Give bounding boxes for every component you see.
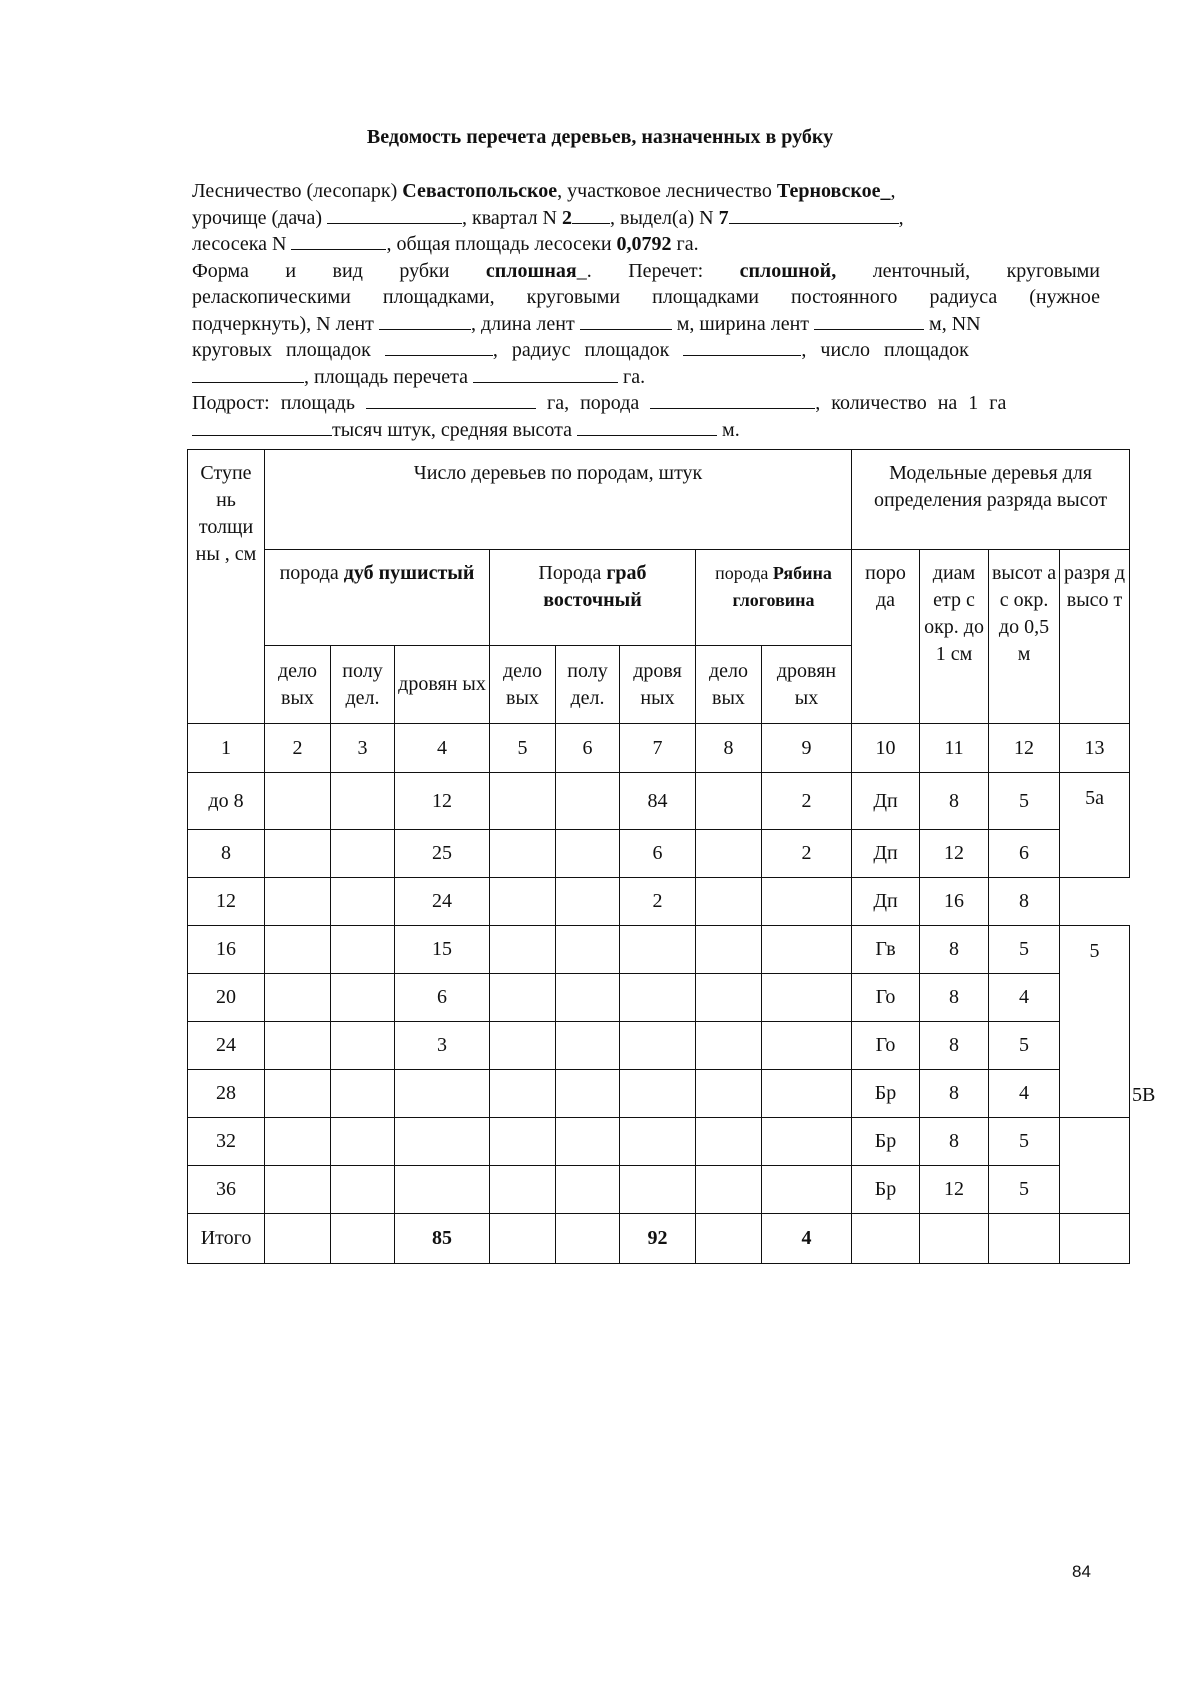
column-number: 5 — [490, 724, 556, 773]
cell-step: 24 — [188, 1022, 265, 1070]
column-number: 3 — [331, 724, 395, 773]
cell-c4 — [395, 1118, 490, 1166]
cell-c6 — [556, 1166, 620, 1214]
cell-c3 — [331, 1022, 395, 1070]
cell-c5 — [490, 1118, 556, 1166]
cell-c5 — [490, 974, 556, 1022]
rowan-business-header: дело вых — [696, 646, 762, 724]
cell-step: до 8 — [188, 773, 265, 830]
header-block — [192, 178, 1100, 443]
column-number: 11 — [920, 724, 989, 773]
header-line-5: реласкопическими площадками, круговыми площадками постоянного радиуса (нужное — [192, 286, 1100, 308]
column-number: 9 — [762, 724, 852, 773]
cell-c7: 6 — [620, 830, 696, 878]
cell-c10: Дп — [852, 773, 920, 830]
cell-c7 — [620, 1022, 696, 1070]
cell-c4: 25 — [395, 830, 490, 878]
cell-c5 — [490, 1166, 556, 1214]
column-number: 13 — [1060, 724, 1130, 773]
model-trees-header: Модельные деревья для определения разряда высот — [852, 450, 1130, 550]
district-name: Терновское_ — [776, 180, 891, 202]
total-hornbeam-firewood: 92 — [620, 1214, 696, 1264]
document-title: Ведомость перечета деревьев, назначенных в рубку — [366, 126, 834, 148]
table-row — [188, 830, 1130, 878]
cell-c3 — [331, 830, 395, 878]
cell-c11: 16 — [920, 878, 989, 926]
column-number: 10 — [852, 724, 920, 773]
table-row — [188, 926, 1130, 974]
model-height-header: высот а с окр. до 0,5 м — [989, 550, 1060, 724]
blank-field — [577, 417, 717, 436]
cell-c2 — [265, 1166, 331, 1214]
total-oak-firewood: 85 — [395, 1214, 490, 1264]
cell-c10: Гв — [852, 926, 920, 974]
cell-c10: Дп — [852, 878, 920, 926]
table-row — [188, 1166, 1130, 1214]
cell-c7: 84 — [620, 773, 696, 830]
header-line-10: тысяч штук, средняя высота м. — [192, 417, 1100, 444]
species-hornbeam-header: Порода граб восточный — [490, 550, 696, 646]
header-line-8: , площадь перечета га. — [192, 364, 1100, 391]
cell-c11: 8 — [920, 773, 989, 830]
cell-c2 — [265, 1022, 331, 1070]
column-number: 2 — [265, 724, 331, 773]
cell-c2 — [265, 773, 331, 830]
blank-field — [580, 311, 672, 330]
table-row: 28 Бр 8 4 5В — [188, 1070, 1130, 1118]
cell-step: 8 — [188, 830, 265, 878]
blank-field — [572, 205, 610, 224]
cell-c12: 5 — [989, 1118, 1060, 1166]
table-row — [188, 1022, 1130, 1070]
total-row — [188, 1214, 1130, 1264]
cell-c12: 8 — [989, 878, 1060, 926]
blank-field — [379, 311, 471, 330]
cell-c4: 6 — [395, 974, 490, 1022]
cell-c3 — [331, 1166, 395, 1214]
cell-c12: 5 — [989, 1022, 1060, 1070]
column-number: 1 — [188, 724, 265, 773]
cell-c2 — [265, 1118, 331, 1166]
cell-c9 — [762, 1070, 852, 1118]
height-class-cell: 5а — [1060, 773, 1130, 878]
model-class-header: разря д высо т — [1060, 550, 1130, 724]
step-header: Ступе нь толщи ны , см — [188, 450, 265, 724]
cell-c5 — [490, 1022, 556, 1070]
column-number: 8 — [696, 724, 762, 773]
cell-c8 — [696, 1166, 762, 1214]
blank-field — [327, 205, 462, 224]
blank-field — [473, 364, 618, 383]
cell-c2 — [265, 830, 331, 878]
table-body — [188, 773, 1156, 1214]
cell-c7 — [620, 1118, 696, 1166]
cell-c6 — [556, 773, 620, 830]
oak-semi-header: полу дел. — [331, 646, 395, 724]
cell-c10: Дп — [852, 830, 920, 878]
blank-field — [192, 417, 332, 436]
cell-c9 — [762, 878, 852, 926]
hornbeam-firewood-header: дровя ных — [620, 646, 696, 724]
header-line-2: урочище (дача) , квартал N 2 , выдел(а) N 7 , — [192, 206, 904, 229]
cell-step: 16 — [188, 926, 265, 974]
header-line-7: круговых площадок , радиус площадок , число площадок — [192, 339, 969, 361]
cell-step: 32 — [188, 1118, 265, 1166]
cell-c2 — [265, 1070, 331, 1118]
tree-count-header: Число деревьев по породам, штук — [265, 450, 852, 550]
cell-c12: 5 — [989, 1166, 1060, 1214]
cell-c6 — [556, 974, 620, 1022]
cell-c11: 12 — [920, 1166, 989, 1214]
cell-c11: 8 — [920, 974, 989, 1022]
cell-c8 — [696, 974, 762, 1022]
cell-c9 — [762, 974, 852, 1022]
cell-c6 — [556, 830, 620, 878]
cell-c11: 12 — [920, 830, 989, 878]
model-species-header: поро да — [852, 550, 920, 724]
table-row — [188, 974, 1130, 1022]
cell-c4: 3 — [395, 1022, 490, 1070]
cell-c4 — [395, 1070, 490, 1118]
column-number: 7 — [620, 724, 696, 773]
cell-c4: 15 — [395, 926, 490, 974]
cell-c3 — [331, 974, 395, 1022]
cell-c7 — [620, 1166, 696, 1214]
blank-field — [814, 311, 924, 330]
species-oak-header: порода дуб пушистый — [265, 550, 490, 646]
cell-c12: 6 — [989, 830, 1060, 878]
cell-c11: 8 — [920, 1070, 989, 1118]
total-label: Итого — [188, 1214, 265, 1264]
cell-c5 — [490, 926, 556, 974]
cell-c3 — [331, 1070, 395, 1118]
blank-field — [729, 205, 899, 224]
blank-field — [366, 390, 536, 409]
cell-step: 20 — [188, 974, 265, 1022]
cell-step: 36 — [188, 1166, 265, 1214]
cell-c5 — [490, 878, 556, 926]
cell-c10: Бр — [852, 1118, 920, 1166]
cell-c7: 2 — [620, 878, 696, 926]
forestry-name: Севастопольское — [402, 180, 558, 202]
blank-field — [385, 337, 493, 356]
cell-c10: Бр — [852, 1070, 920, 1118]
blank-field — [683, 337, 801, 356]
cell-step: 12 — [188, 878, 265, 926]
rowan-firewood-header: дровян ых — [762, 646, 852, 724]
header-line-6: подчеркнуть), N лент , длина лент м, ширина лент м, NN — [192, 312, 981, 335]
cell-c6 — [556, 1070, 620, 1118]
column-number-row — [188, 724, 1130, 773]
cell-c6 — [556, 878, 620, 926]
cell-c5 — [490, 830, 556, 878]
cell-c8 — [696, 926, 762, 974]
column-number: 12 — [989, 724, 1060, 773]
blank-field — [650, 390, 815, 409]
cell-c2 — [265, 926, 331, 974]
cell-c7 — [620, 974, 696, 1022]
cell-c6 — [556, 1118, 620, 1166]
hornbeam-business-header: дело вых — [490, 646, 556, 724]
cell-c8 — [696, 1022, 762, 1070]
cell-c4 — [395, 1166, 490, 1214]
cell-c8 — [696, 830, 762, 878]
cell-c9 — [762, 926, 852, 974]
blank-field — [291, 231, 386, 250]
cell-c8 — [696, 1070, 762, 1118]
column-number: 6 — [556, 724, 620, 773]
column-number: 4 — [395, 724, 490, 773]
cell-c8 — [696, 878, 762, 926]
cell-c12: 4 — [989, 1070, 1060, 1118]
cell-c10: Го — [852, 1022, 920, 1070]
cell-c8 — [696, 1118, 762, 1166]
cell-c3 — [331, 1118, 395, 1166]
cell-c10: Го — [852, 974, 920, 1022]
blank-field — [192, 364, 304, 383]
cell-c11: 8 — [920, 1118, 989, 1166]
table-row — [188, 1118, 1130, 1166]
page-number: 84 — [1072, 1562, 1091, 1581]
header-line-9: Подрост: площадь га, порода , количество на 1 га — [192, 392, 1007, 414]
cell-c12: 5 — [989, 773, 1060, 830]
cell-c5 — [490, 1070, 556, 1118]
cell-c9 — [762, 1022, 852, 1070]
allotment-number: 7 — [718, 206, 729, 229]
table-row — [188, 773, 1130, 830]
cell-c2 — [265, 974, 331, 1022]
cell-c9: 2 — [762, 773, 852, 830]
model-diameter-header: диам етр с окр. до 1 см — [920, 550, 989, 724]
height-class-cell: 5 — [1060, 926, 1130, 1118]
quarter-number: 2 — [562, 206, 573, 229]
cell-c11: 8 — [920, 1022, 989, 1070]
cell-step: 28 — [188, 1070, 265, 1118]
total-area: 0,0792 — [616, 233, 672, 255]
cell-c2 — [265, 878, 331, 926]
cell-c6 — [556, 1022, 620, 1070]
cell-c9: 2 — [762, 830, 852, 878]
total-rowan-firewood: 4 — [762, 1214, 852, 1264]
cell-c10: Бр — [852, 1166, 920, 1214]
cell-c9 — [762, 1118, 852, 1166]
oak-business-header: дело вых — [265, 646, 331, 724]
hornbeam-semi-header: полу дел. — [556, 646, 620, 724]
cell-c8 — [696, 773, 762, 830]
oak-firewood-header: дровян ых — [395, 646, 490, 724]
cell-c9 — [762, 1166, 852, 1214]
cell-c3 — [331, 878, 395, 926]
cell-c5 — [490, 773, 556, 830]
cell-c7 — [620, 926, 696, 974]
header-line-1: Лесничество (лесопарк) Севастопольское, участковое лесничество Терновское_, — [192, 180, 896, 202]
table-row — [188, 878, 1130, 926]
cell-c11: 8 — [920, 926, 989, 974]
cell-c12: 5 — [989, 926, 1060, 974]
tally-table — [187, 449, 1156, 1264]
cell-c4: 12 — [395, 773, 490, 830]
cell-c6 — [556, 926, 620, 974]
cell-c3 — [331, 773, 395, 830]
species-rowan-header: порода Рябина глоговина — [696, 550, 852, 646]
cell-c7 — [620, 1070, 696, 1118]
header-line-4: Форма и вид рубки сплошная_. Перечет: сплошной, ленточный, круговыми — [192, 259, 1100, 282]
cell-c12: 4 — [989, 974, 1060, 1022]
header-line-3: лесосека N , общая площадь лесосеки 0,0792 га. — [192, 233, 699, 255]
cell-c3 — [331, 926, 395, 974]
cell-c4: 24 — [395, 878, 490, 926]
